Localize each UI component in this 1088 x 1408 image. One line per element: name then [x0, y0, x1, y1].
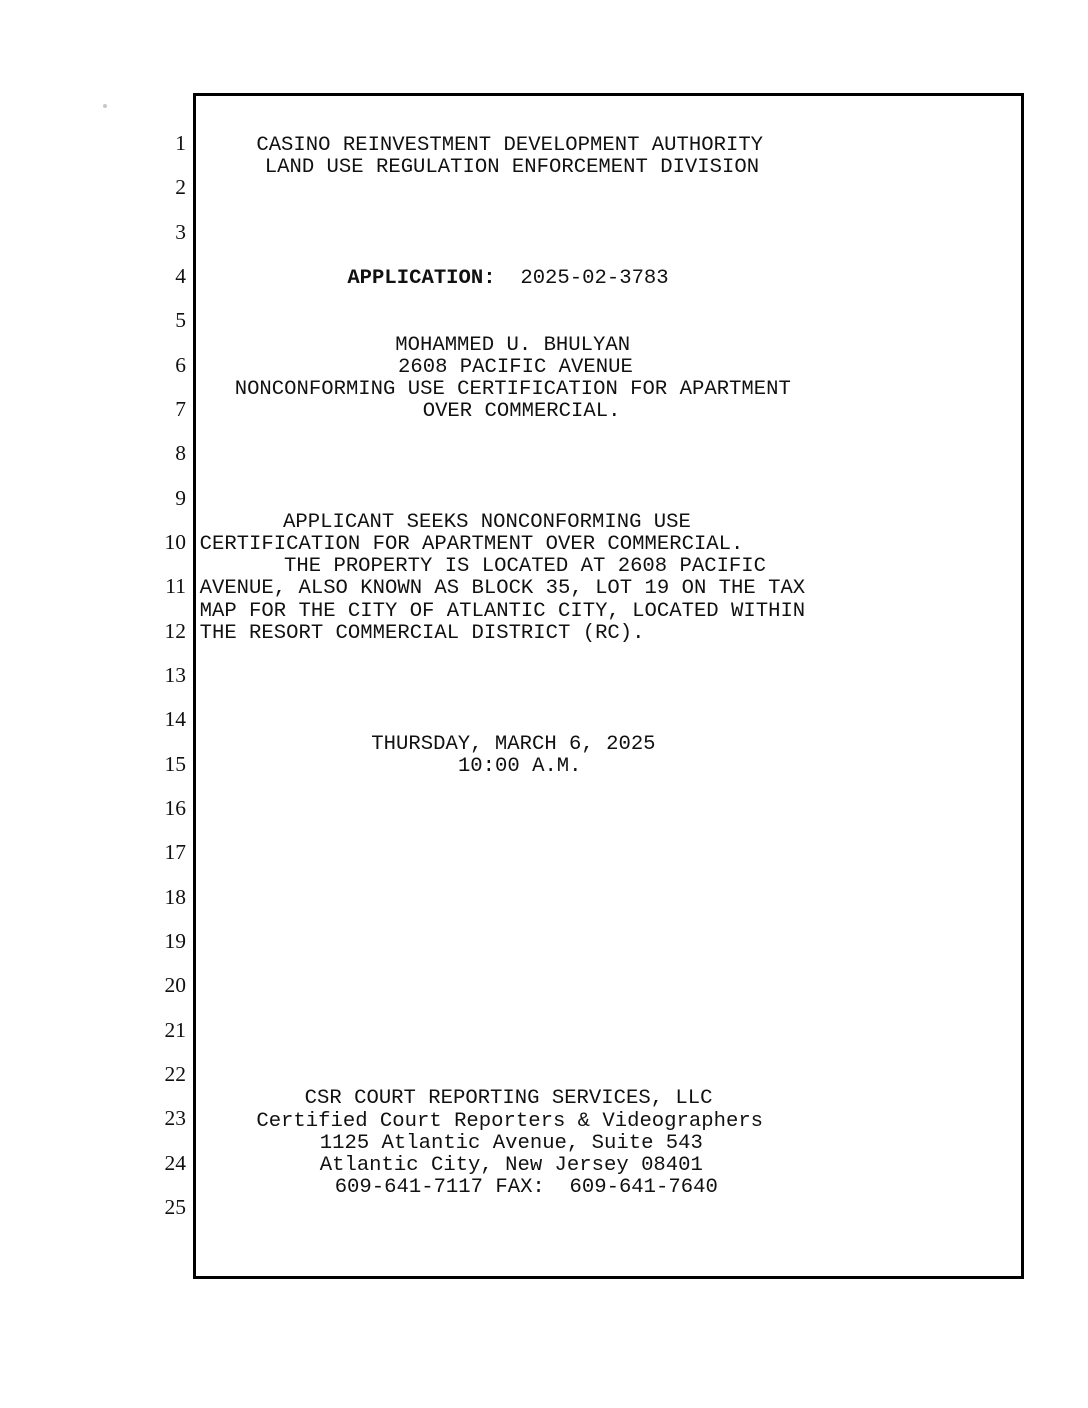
line-number: 5: [175, 308, 186, 333]
line-number: 9: [175, 485, 186, 510]
line-number: 24: [164, 1150, 186, 1175]
line-number: 17: [164, 840, 186, 865]
summary-line-3: THE PROPERTY IS LOCATED AT 2608 PACIFIC: [284, 555, 767, 579]
application-line: APPLICATION: 2025-02-3783: [347, 267, 669, 291]
line-number: 11: [165, 574, 186, 599]
summary-line-4: AVENUE, ALSO KNOWN AS BLOCK 35, LOT 19 ON THE TAX: [199, 577, 806, 601]
line-number: 1: [175, 131, 186, 155]
line-number: 8: [175, 441, 186, 466]
line-number: 2: [175, 175, 186, 200]
transcript-content: [199, 135, 1024, 1279]
reporter-tagline: Certified Court Reporters & Videographers: [256, 1109, 764, 1133]
summary-line-2: CERTIFICATION FOR APARTMENT OVER COMMERCIAL.: [199, 533, 744, 557]
applicant-name: MOHAMMED U. BHULYAN: [395, 333, 631, 357]
hearing-time: 10:00 A.M.: [457, 754, 582, 778]
summary-line-6: THE RESORT COMMERCIAL DISTRICT (RC).: [199, 621, 645, 645]
line-number: 6: [175, 352, 186, 377]
scan-speck: [103, 104, 107, 108]
applicant-address: 2608 PACIFIC AVENUE: [398, 355, 633, 379]
line-number-gutter: [128, 132, 186, 1240]
line-number: 12: [164, 618, 186, 643]
line-number: 3: [175, 219, 186, 244]
line-number: 23: [164, 1106, 186, 1131]
line-number: 20: [164, 973, 186, 998]
summary-line-1: APPLICANT SEEKS NONCONFORMING USE: [283, 510, 691, 534]
reporter-address-2: Atlantic City, New Jersey 08401: [319, 1153, 703, 1177]
line-number: 16: [164, 795, 186, 820]
line-number: 14: [164, 707, 186, 732]
line-number: 21: [164, 1017, 186, 1042]
line-number: 25: [164, 1194, 186, 1219]
transcript-border-box: [193, 93, 1024, 1279]
case-type-line-1: NONCONFORMING USE CERTIFICATION FOR APARTMENT: [234, 377, 791, 401]
line-number: 13: [164, 662, 186, 687]
line-number: 22: [164, 1061, 186, 1086]
line-number: 19: [164, 928, 186, 953]
case-type-line-2: OVER COMMERCIAL.: [422, 400, 621, 424]
authority-name: CASINO REINVESTMENT DEVELOPMENT AUTHORITY: [256, 134, 764, 157]
summary-line-5: MAP FOR THE CITY OF ATLANTIC CITY, LOCATED WITHIN: [199, 599, 806, 623]
line-number: 7: [175, 396, 186, 421]
division-name: LAND USE REGULATION ENFORCEMENT DIVISION: [264, 156, 760, 180]
reporter-company: CSR COURT REPORTING SERVICES, LLC: [304, 1087, 713, 1111]
reporter-phone-fax: 609-641-7117 FAX: 609-641-7640: [334, 1176, 718, 1200]
line-number: 10: [164, 529, 186, 554]
line-number: 15: [164, 751, 186, 776]
line-number: 4: [175, 263, 186, 288]
hearing-date: THURSDAY, MARCH 6, 2025: [371, 732, 656, 756]
reporter-address-1: 1125 Atlantic Avenue, Suite 543: [319, 1131, 703, 1155]
line-number: 18: [164, 884, 186, 909]
